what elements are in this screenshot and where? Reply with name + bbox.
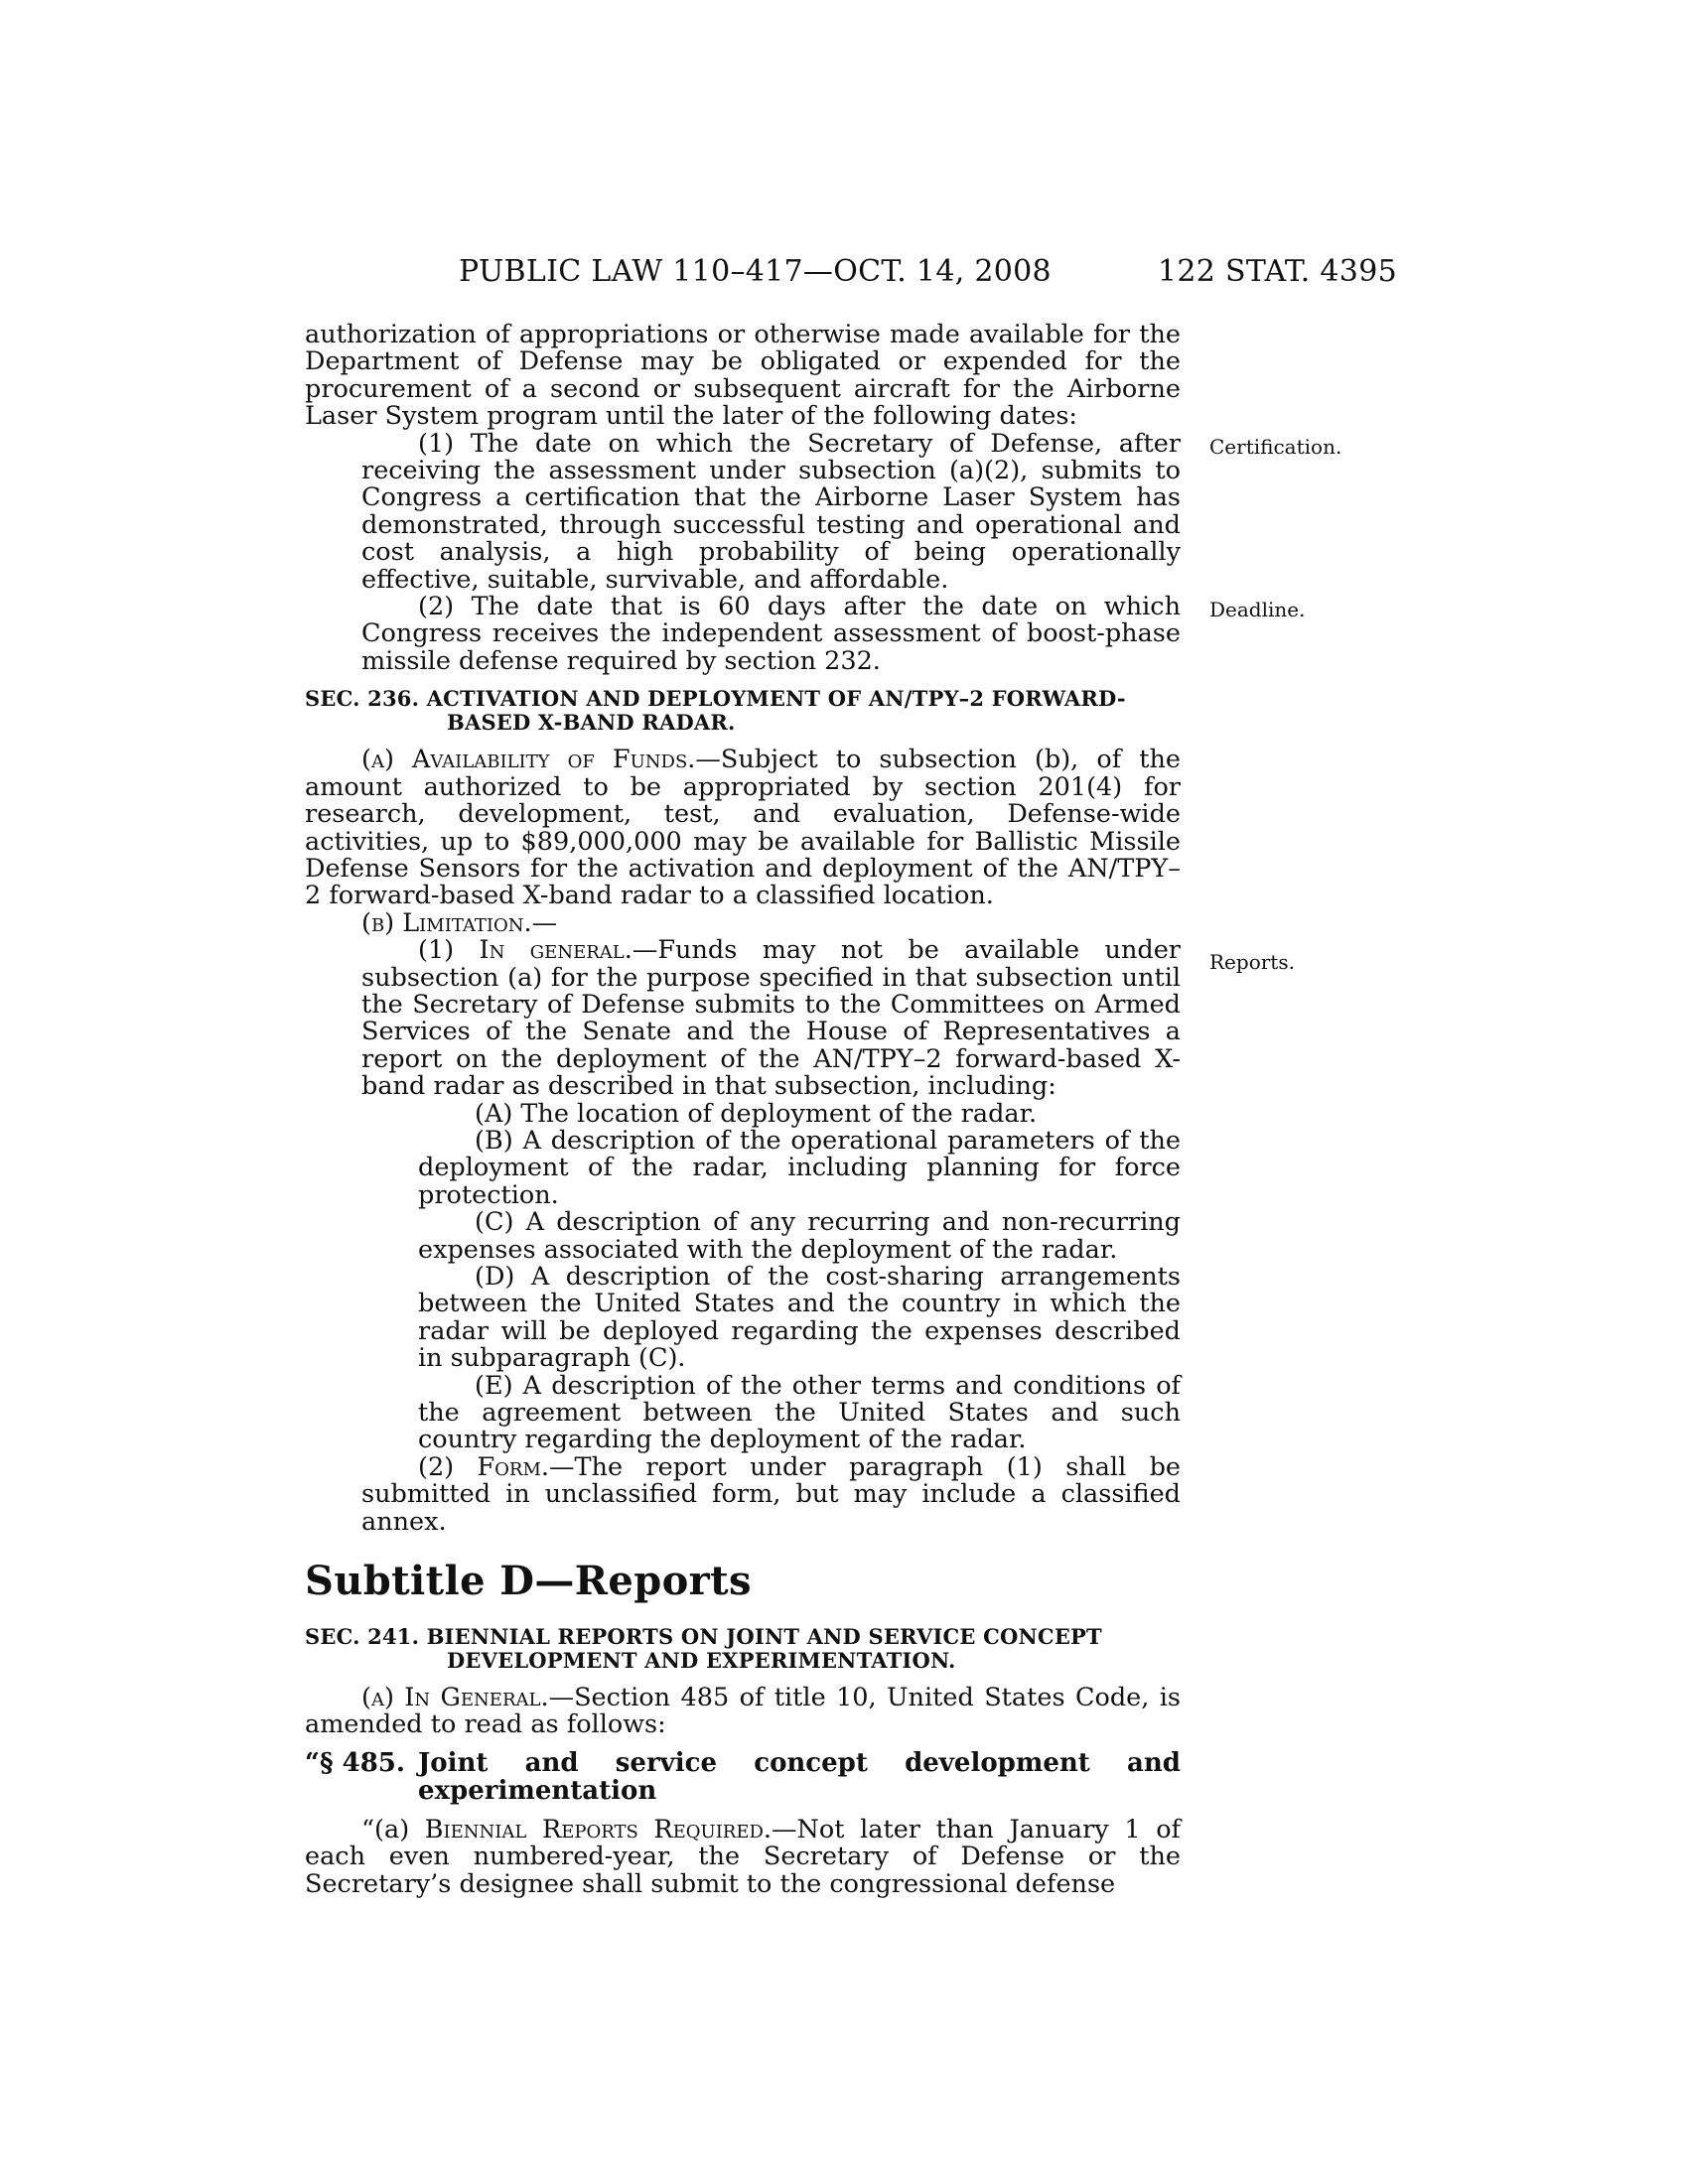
subsection-a-availability [305, 747, 1181, 909]
paragraph-b1 [305, 937, 1181, 1100]
section-236-heading: SEC. 236. ACTIVATION AND DEPLOYMENT OF AN/TPY–2 FORWARD-BASED X-BAND RADAR. [305, 686, 1126, 736]
paragraph-b1-text: —Funds may not be available under subsection (a) for the purpose specified in that subsection until the Secretary of Defense submits to the Committees on Armed Services of the Senate and the House of Representatives a report on the deployment of the AN/TPY–2 forward-based X-band radar as described in that subsection, including: [361, 935, 1181, 1102]
document-body [305, 322, 1181, 1898]
section-241-heading: SEC. 241. BIENNIAL REPORTS ON JOINT AND SERVICE CONCEPT DEVELOPMENT AND EXPERIMENTATION. [305, 1624, 1102, 1674]
section-485-heading-line2: experimentation [418, 1775, 657, 1806]
subparagraph-B: (B) A description of the operational parameters of the deployment of the radar, including planning for force protection. [418, 1125, 1181, 1210]
section-485-heading [305, 1749, 1181, 1805]
paragraph-b2 [305, 1451, 1181, 1537]
heading-word: development [905, 1747, 1090, 1778]
heading-word: concept [754, 1747, 868, 1778]
heading-word: and [524, 1747, 579, 1778]
subsection-a-label: (a) Availability of Funds. [361, 745, 696, 775]
biennial-label: Biennial Reports Required. [424, 1814, 773, 1844]
paragraph-b2-label: (2) Form. [418, 1451, 550, 1482]
subtitle-heading: Subtitle D—Reports [305, 1558, 752, 1605]
section-241-a-label: (a) In General. [361, 1683, 549, 1713]
margin-note-deadline: Deadline. [1209, 598, 1306, 621]
section-485-number: “§ 485. [305, 1747, 405, 1778]
subsection-a-text: —Subject to subsection (b), of the amount authorized to be appropriated by section 201(4) for research, development, test, and evaluation, Defense-wide activities, up to $89,000,000 may be available for Ballistic Missile Defense Sensors for the activation and deployment of the AN/TPY–2 forward-based X-band radar to a classified location. [305, 745, 1181, 911]
subparagraph-D: (D) A description of the cost-sharing arrangements between the United States and the country in which the radar will be deployed regarding the expenses described in subparagraph (C). [418, 1262, 1181, 1374]
subsection-b-limitation [305, 907, 1181, 938]
subsection-b-text: — [531, 907, 558, 938]
heading-word: service [615, 1747, 718, 1778]
subparagraph-C: (C) A description of any recurring and non-recurring expenses associated with the deployment of the radar. [418, 1207, 1181, 1265]
heading-word: and [1127, 1747, 1181, 1778]
running-header-title: PUBLIC LAW 110–417—OCT. 14, 2008 [459, 254, 1052, 289]
subsection-b-label: (b) Limitation. [361, 907, 532, 938]
biennial-open: “(a) [361, 1814, 425, 1844]
biennial-text: —Not later than January 1 of each even numbered-year, the Secretary of Defense or the Secretary’s designee shall submit to the congressional defense [305, 1814, 1181, 1899]
section-241-a-text: —Section 485 of title 10, United States Code, is amended to read as follows: [305, 1683, 1181, 1740]
biennial-reports-paragraph [305, 1814, 1181, 1899]
heading-word: Joint [418, 1747, 489, 1778]
running-header-page: 122 STAT. 4395 [1158, 254, 1397, 289]
paragraph-2: (2) The date that is 60 days after the date on which Congress receives the independent assessment of boost-phase missile defense required by section 232. [361, 592, 1181, 676]
continuation-paragraph: authorization of appropriations or otherwise made available for the Department of Defense may be obligated or expended for the procurement of a second or subsequent aircraft for the Airborne Laser System program until the later of the following dates: [305, 320, 1181, 432]
section-241-subsection-a [305, 1685, 1181, 1739]
subparagraph-E: (E) A description of the other terms and conditions of the agreement between the United States and such country regarding the deployment of the radar. [418, 1370, 1181, 1455]
paragraph-b1-label: (1) In general. [418, 935, 633, 966]
paragraph-1: (1) The date on which the Secretary of Defense, after receiving the assessment under subsection (a)(2), submits to Congress a certification that the Airborne Laser System has demonstrated, through successful testing and operational and cost analysis, a high probability of being operationally effective, suitable, survivable, and affordable. [361, 428, 1181, 595]
subparagraph-A: (A) The location of deployment of the radar. [475, 1098, 1038, 1129]
paragraph-b2-text: —The report under paragraph (1) shall be submitted in unclassified form, but may include a classified annex. [361, 1451, 1181, 1537]
margin-note-certification: Certification. [1209, 435, 1342, 459]
margin-note-reports: Reports. [1209, 950, 1295, 974]
